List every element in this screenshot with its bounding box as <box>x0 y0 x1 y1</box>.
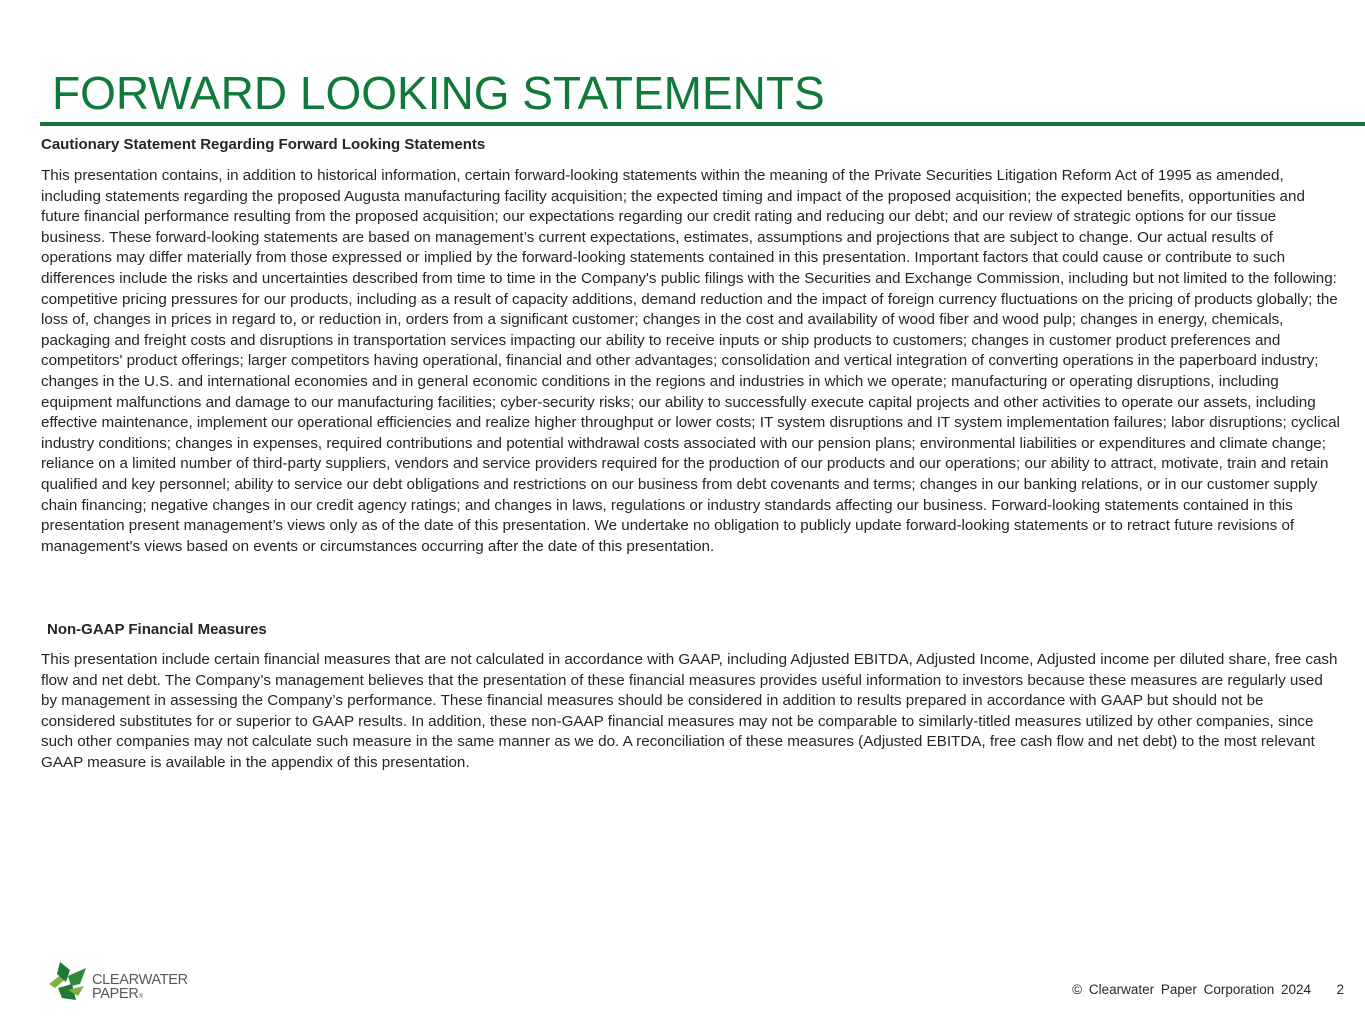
non-gaap-heading: Non-GAAP Financial Measures <box>47 621 267 638</box>
slide-title: FORWARD LOOKING STATEMENTS <box>52 67 825 119</box>
page-number: 2 <box>1336 982 1344 997</box>
clearwater-leaf-icon <box>46 960 92 1002</box>
clearwater-paper-logo <box>46 960 206 1004</box>
footer-copyright: © Clearwater Paper Corporation 2024 <box>1072 982 1311 997</box>
logo-wordmark-line1: CLEARWATER <box>92 972 188 988</box>
logo-wordmark-paper: PAPER <box>92 986 139 1002</box>
title-divider <box>40 122 1365 126</box>
non-gaap-paragraph: This presentation include certain financial measures that are not calculated in accordance with GAAP, including Adjusted EBITDA, Adjusted Income, Adjusted income per diluted share, free cash flow and net debt. The Company’s management believes that the presentation of these financial measures provides useful information to investors because these measures are regularly used by management in assessing the Company’s performance. These financial measures should be considered in addition to results prepared in accordance with GAAP but should not be considered substitutes for or superior to GAAP results. In addition, these non-GAAP financial measures may not be comparable to similarly-titled measures utilized by other companies, since such other companies may not calculate such measure in the same manner as we do. A reconciliation of these measures (Adjusted EBITDA, free cash flow and net debt) to the most relevant GAAP measure is available in the appendix of this presentation. <box>41 651 1338 771</box>
cautionary-paragraph: This presentation contains, in addition to historical information, certain forward-looking statements within the meaning of the Private Securities Litigation Reform Act of 1995 as amended, including statements regarding the proposed Augusta manufacturing facility acquisition; the expected timing and impact of the proposed acquisition; the expected benefits, opportunities and future financial performance resulting from the proposed acquisition; our expectations regarding our credit rating and reducing our debt; and our review of strategic options for our tissue business. These forward-looking statements are based on management’s current expectations, estimates, assumptions and projections that are subject to change. Our actual results of operations may differ materially from those expressed or implied by the forward-looking statements contained in this presentation. Important factors that could cause or contribute to such differences include the risks and uncertainties described from time to time in the Company's public filings with the Securities and Exchange Commission, including but not limited to the following: competitive pricing pressures for our products, including as a result of capacity additions, demand reduction and the impact of foreign currency fluctuations on the pricing of products globally; the loss of, changes in prices in regard to, or reduction in, orders from a significant customer; changes in the cost and availability of wood fiber and wood pulp; changes in energy, chemicals, packaging and freight costs and disruptions in transportation services impacting our ability to receive inputs or ship products to customers; changes in customer product preferences and competitors' product offerings; larger competitors having operational, financial and other advantages; consolidation and vertical integration of converting operations in the paperboard industry; changes in the U.S. and international economies and in general economic conditions in the regions and industries in which we operate; manufacturing or operating disruptions, including equipment malfunctions and damage to our manufacturing facilities; cyber-security risks; our ability to successfully execute capital projects and other activities to operate our assets, including effective maintenance, implement our operational efficiencies and realize higher throughput or lower costs; IT system disruptions and IT system implementation failures; labor disruptions; cyclical industry conditions; changes in expenses, required contributions and potential withdrawal costs associated with our pension plans; environmental liabilities or expenditures and climate change; reliance on a limited number of third-party suppliers, vendors and service providers required for the production of our products and our operations; our ability to attract, motivate, train and retain qualified and key personnel; ability to service our debt obligations and restrictions on our business from debt covenants and terms; changes in our banking relations, or in our customer supply chain financing; negative changes in our credit agency ratings; and changes in laws, regulations or industry standards affecting our business. Forward-looking statements contained in this presentation present management’s views only as of the date of this presentation. We undertake no obligation to publicly update forward-looking statements or to retract future revisions of management's views based on events or circumstances occurring after the date of this presentation. <box>41 167 1340 555</box>
logo-wordmark-line2 <box>92 987 143 1004</box>
cautionary-heading: Cautionary Statement Regarding Forward Looking Statements <box>41 136 486 153</box>
registered-mark: ® <box>138 994 143 1000</box>
